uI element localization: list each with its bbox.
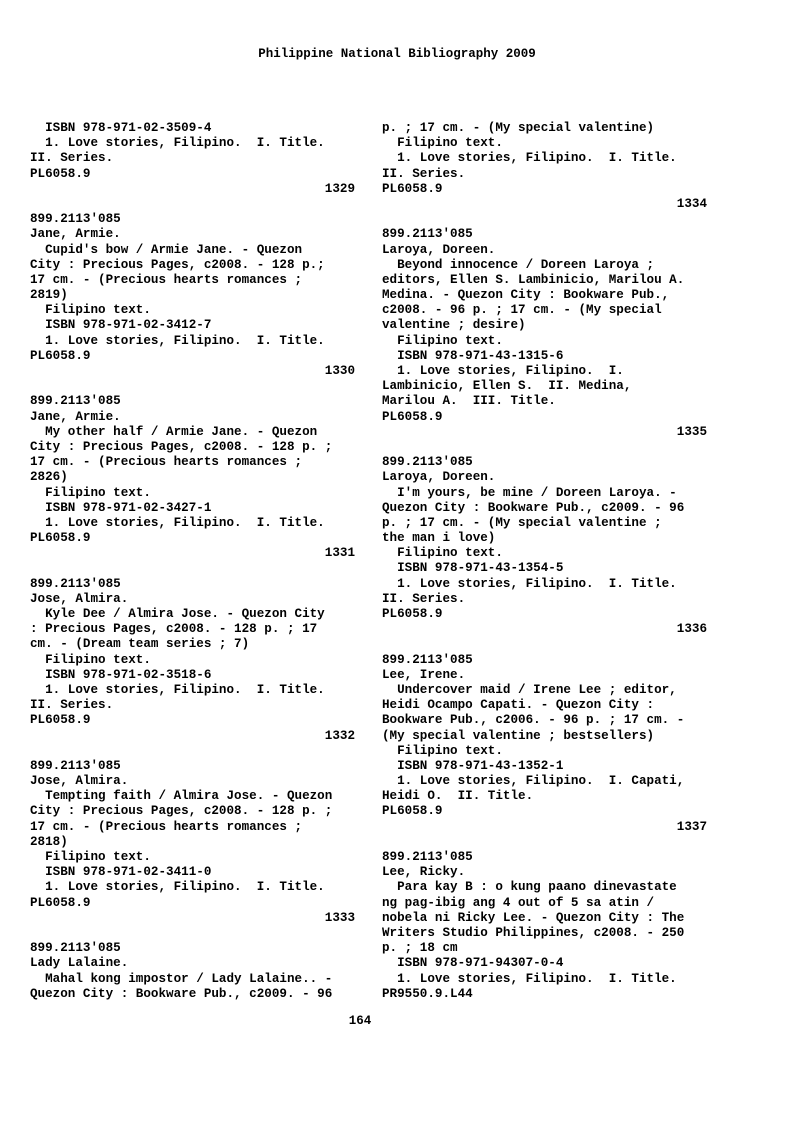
entry-line: 1. Love stories, Filipino. I. Title. [382, 971, 677, 986]
entry-line: 2818) [30, 834, 68, 849]
left-column [30, 121, 355, 1002]
entry-line: Kyle Dee / Almira Jose. - Quezon City [30, 607, 325, 621]
entry-line: Writers Studio Philippines, c2008. - 250 [382, 925, 685, 940]
entry-line: ISBN 978-971-43-1315-6 [382, 348, 564, 363]
entry-spacer [30, 379, 355, 394]
entry-number: 1335 [676, 424, 707, 439]
entry-line: PL6058.9 [30, 713, 91, 728]
entry-line: PL6058.9 [382, 804, 443, 819]
entry-line: PL6058.9 [382, 181, 443, 196]
entry-line: (My special valentine ; bestsellers) [382, 728, 655, 743]
entry-line: 1. Love stories, Filipino. I. Capati, [382, 774, 685, 789]
entry-line: City : Precious Pages, c2008. - 128 p.; [30, 257, 325, 272]
entry-line: 1. Love stories, Filipino. I. Title. [30, 682, 325, 697]
entry-line: Medina. - Quezon City : Bookware Pub., [382, 288, 670, 303]
entry-line: 2826) [30, 470, 68, 485]
entry-line: II. Series. [30, 151, 114, 166]
bibliographic-entry [382, 455, 707, 652]
entry-line: 1. Love stories, Filipino. I. Title. [30, 515, 325, 530]
entry-line: Mahal kong impostor / Lady Lalaine.. - [30, 971, 333, 986]
entry-line: Filipino text. [382, 743, 503, 758]
entry-line: City : Precious Pages, c2008. - 128 p. ; [30, 439, 333, 454]
entry-number: 1331 [324, 546, 355, 561]
entry-line: valentine ; desire) [382, 318, 526, 333]
entry-line: ng pag-ibig ang 4 out of 5 sa atin / [382, 895, 655, 910]
bibliographic-entry [382, 850, 707, 1002]
entry-spacer [30, 744, 355, 759]
entry-line: 17 cm. - (Precious hearts romances ; [30, 819, 303, 834]
entry-line: ISBN 978-971-02-3412-7 [30, 318, 212, 333]
bibliographic-entry [30, 941, 355, 1002]
entry-line: Quezon City : Bookware Pub., c2009. - 96 [30, 986, 333, 1001]
entry-line: Filipino text. [382, 333, 503, 348]
entry-line: c2008. - 96 p. ; 17 cm. - (My special [382, 303, 662, 318]
entry-line: Laroya, Doreen. [382, 242, 496, 257]
entry-line: Filipino text. [30, 303, 151, 318]
entry-spacer [30, 561, 355, 576]
entry-line: PL6058.9 [382, 607, 443, 621]
entry-line: PL6058.9 [382, 409, 443, 424]
entry-line: 899.2113'085 [30, 758, 121, 773]
entry-line: p. ; 17 cm. - (My special valentine) [382, 121, 655, 135]
entry-line: Lee, Ricky. [382, 865, 466, 880]
entry-spacer [382, 835, 707, 850]
entry-line: City : Precious Pages, c2008. - 128 p. ; [30, 804, 333, 819]
entry-line: Cupid's bow / Armie Jane. - Quezon [30, 242, 303, 257]
entry-line: Tempting faith / Almira Jose. - Quezon [30, 789, 333, 804]
entry-line: Filipino text. [382, 546, 503, 561]
entry-line: Quezon City : Bookware Pub., c2009. - 96 [382, 500, 685, 515]
entry-line: ISBN 978-971-02-3427-1 [30, 500, 212, 515]
entry-line: Jane, Armie. [30, 409, 121, 424]
entry-number: 1333 [324, 910, 355, 925]
entry-line: the man i love) [382, 531, 496, 546]
entry-line: II. Series. [382, 166, 466, 181]
bibliographic-entry [382, 653, 707, 850]
entry-line: Heidi Ocampo Capati. - Quezon City : [382, 698, 655, 713]
entry-spacer [30, 926, 355, 941]
entry-line: 899.2113'085 [30, 576, 121, 591]
entry-line: 2819) [30, 288, 68, 303]
entry-line: ISBN 978-971-02-3411-0 [30, 865, 212, 880]
entry-line: Filipino text. [382, 136, 503, 151]
page-number: 164 [348, 1014, 372, 1028]
entry-line: cm. - (Dream team series ; 7) [30, 637, 250, 652]
entry-line: ISBN 978-971-02-3509-4 [30, 121, 212, 135]
right-column [382, 121, 707, 1002]
entry-line: PL6058.9 [30, 895, 91, 910]
entry-line: 899.2113'085 [382, 455, 473, 470]
entry-line: 899.2113'085 [30, 941, 121, 956]
entry-spacer [382, 212, 707, 227]
entry-line: 899.2113'085 [382, 652, 473, 667]
entry-line: ISBN 978-971-02-3518-6 [30, 667, 212, 682]
entry-line: PR9550.9.L44 [382, 986, 473, 1001]
bibliographic-entry [30, 577, 355, 759]
entry-line: nobela ni Ricky Lee. - Quezon City : The [382, 910, 685, 925]
entry-line: Heidi O. II. Title. [382, 789, 534, 804]
entry-line: 17 cm. - (Precious hearts romances ; [30, 455, 303, 470]
entry-line: Jose, Almira. [30, 774, 129, 789]
entry-spacer [30, 197, 355, 212]
bibliographic-entry [30, 394, 355, 576]
entry-line: II. Series. [382, 591, 466, 606]
entry-line: 1. Love stories, Filipino. I. Title. [30, 333, 325, 348]
entry-line: ISBN 978-971-94307-0-4 [382, 956, 564, 971]
entry-line: Para kay B : o kung paano dinevastate [382, 880, 677, 895]
entry-spacer [382, 440, 707, 455]
entry-line: PL6058.9 [30, 166, 91, 181]
bibliographic-entry [382, 227, 707, 455]
entry-line: Filipino text. [30, 850, 151, 864]
entry-line: Lee, Irene. [382, 667, 466, 682]
entry-line: II. Series. [30, 698, 114, 713]
entry-line: Jose, Almira. [30, 591, 129, 606]
entry-line: ISBN 978-971-43-1352-1 [382, 758, 564, 773]
entry-line: 17 cm. - (Precious hearts romances ; [30, 272, 303, 287]
entry-line: 899.2113'085 [30, 394, 121, 409]
bibliographic-entry [382, 121, 707, 227]
entry-number: 1336 [676, 622, 707, 637]
entry-spacer [382, 637, 707, 652]
bibliographic-entry [30, 121, 355, 212]
entry-line: : Precious Pages, c2008. - 128 p. ; 17 [30, 622, 318, 637]
bibliographic-entry [30, 759, 355, 941]
entry-line: editors, Ellen S. Lambinicio, Marilou A. [382, 272, 685, 287]
entry-number: 1337 [676, 819, 707, 834]
entry-line: p. ; 18 cm [382, 941, 458, 956]
entry-line: Lambinicio, Ellen S. II. Medina, [382, 379, 632, 394]
entry-line: Beyond innocence / Doreen Laroya ; [382, 257, 655, 272]
entry-line: Bookware Pub., c2006. - 96 p. ; 17 cm. - [382, 713, 685, 728]
entry-line: 1. Love stories, Filipino. I. Title. [382, 576, 677, 591]
entry-line: Filipino text. [30, 652, 151, 667]
bibliographic-entry [30, 212, 355, 394]
entry-line: Marilou A. III. Title. [382, 394, 556, 409]
entry-line: PL6058.9 [30, 531, 91, 546]
entry-line: 1. Love stories, Filipino. I. Title. [382, 151, 677, 166]
entry-line: My other half / Armie Jane. - Quezon [30, 424, 318, 439]
entry-line: ISBN 978-971-43-1354-5 [382, 561, 564, 576]
entry-line: Laroya, Doreen. [382, 470, 496, 485]
entry-line: Lady Lalaine. [30, 956, 129, 971]
entry-number: 1334 [676, 196, 707, 211]
entry-line: Jane, Armie. [30, 227, 121, 242]
entry-number: 1330 [324, 364, 355, 378]
entry-line: 1. Love stories, Filipino. I. Title. [30, 880, 325, 895]
entry-line: 1. Love stories, Filipino. I. [382, 364, 624, 378]
entry-line: p. ; 17 cm. - (My special valentine ; [382, 515, 662, 530]
entry-line: 1. Love stories, Filipino. I. Title. [30, 136, 325, 151]
entry-line: PL6058.9 [30, 348, 91, 363]
entry-line: Filipino text. [30, 485, 151, 500]
entry-line: 899.2113'085 [30, 212, 121, 227]
entry-number: 1329 [324, 181, 355, 196]
entry-line: 899.2113'085 [382, 850, 473, 864]
entry-line: I'm yours, be mine / Doreen Laroya. - [382, 485, 677, 500]
entry-line: 899.2113'085 [382, 227, 473, 242]
entry-number: 1332 [324, 728, 355, 743]
page-header-title: Philippine National Bibliography 2009 [258, 47, 536, 61]
entry-line: Undercover maid / Irene Lee ; editor, [382, 682, 677, 697]
